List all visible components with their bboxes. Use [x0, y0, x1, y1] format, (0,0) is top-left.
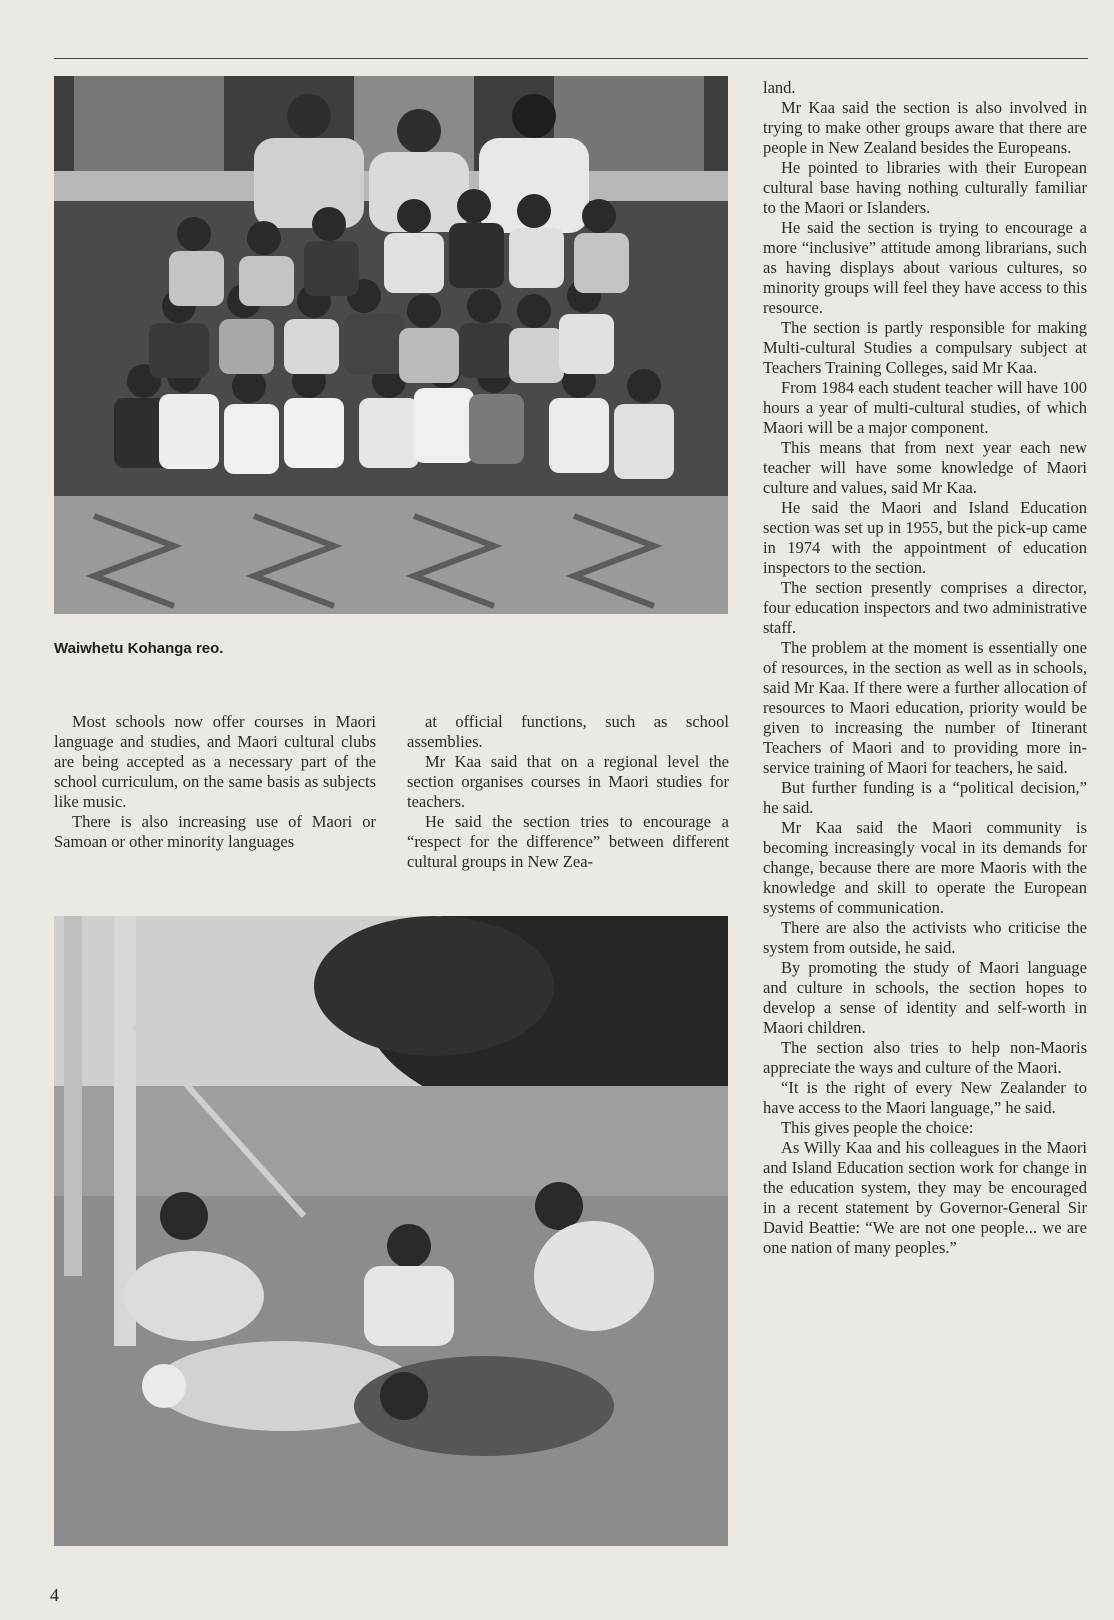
paragraph: He said the Maori and Island Education section was set up in 1955, but the pick-up came in 1974 with the appointment of education inspectors to the section. — [763, 498, 1087, 577]
paragraph: This gives people the choice: — [781, 1118, 974, 1137]
article-column-mid-left — [54, 712, 376, 852]
paragraph: The section also tries to help non-Maoris appreciate the ways and culture of the Maori. — [763, 1038, 1087, 1077]
photo-caption: Waiwhetu Kohanga reo. — [54, 640, 224, 657]
paragraph: From 1984 each student teacher will have 100 hours a year of multi-cultural studies, of which Maori will be a major component. — [763, 378, 1087, 437]
header-rule — [54, 58, 1088, 59]
paragraph: The section is partly responsible for making Multi-cultural Studies a compulsary subject at Teachers Training Colleges, said Mr Kaa. — [763, 318, 1087, 377]
kohanga-reo-group-photo — [54, 76, 728, 614]
article-column-right — [763, 78, 1087, 1258]
paragraph: He pointed to libraries with their European cultural base having nothing culturally familiar to the Maori or Islanders. — [763, 158, 1087, 217]
paragraph: land. — [763, 78, 796, 97]
paragraph: at official functions, such as school assemblies. — [407, 712, 729, 751]
paragraph: The section presently comprises a director, four education inspectors and two administrative staff. — [763, 578, 1087, 637]
children-on-grass-photo — [54, 916, 728, 1546]
paragraph: Mr Kaa said the Maori community is becoming increasingly vocal in its demands for change, because there are more Maoris with the knowledge and skill to operate the European systems of communication. — [763, 818, 1087, 917]
paragraph: This means that from next year each new teacher will have some knowledge of Maori culture and values, said Mr Kaa. — [763, 438, 1087, 497]
paragraph: Most schools now offer courses in Maori language and studies, and Maori cultural clubs are being accepted as a necessary part of the school curriculum, on the same basis as subjects like music. — [54, 712, 376, 811]
paragraph: Mr Kaa said that on a regional level the section organises courses in Maori studies for teachers. — [407, 752, 729, 811]
paragraph: But further funding is a “political decision,” he said. — [763, 778, 1087, 817]
paragraph: Mr Kaa said the section is also involved in trying to make other groups aware that there are people in New Zealand besides the Europeans. — [763, 98, 1087, 157]
paragraph: He said the section tries to encourage a “respect for the difference” between different cultural groups in New Zea- — [407, 812, 729, 871]
paragraph: “It is the right of every New Zealander to have access to the Maori language,” he said. — [763, 1078, 1087, 1117]
paragraph: There are also the activists who criticise the system from outside, he said. — [763, 918, 1087, 957]
paragraph: As Willy Kaa and his colleagues in the Maori and Island Education section work for change in the education system, they may be encouraged in a recent statement by Governor-General Sir David Beattie: “We are not one people... we are one nation of many peoples.” — [763, 1138, 1087, 1257]
paragraph: The problem at the moment is essentially one of resources, in the section as well as in schools, said Mr Kaa. If there were a further allocation of resources to Maori education, priority would be given to increasing the number of Itinerant Teachers of Maori and to providing more in-service training of Maori for teachers, he said. — [763, 638, 1087, 777]
article-column-mid-right — [407, 712, 729, 872]
paragraph: He said the section is trying to encourage a more “inclusive” attitude among librarians, such as having displays about various cultures, so minority groups will feel they have access to this resource. — [763, 218, 1087, 317]
paragraph: There is also increasing use of Maori or Samoan or other minority languages — [54, 812, 376, 851]
page-number: 4 — [50, 1585, 59, 1605]
paragraph: By promoting the study of Maori language and culture in schools, the section hopes to develop a sense of identity and self-worth in Maori children. — [763, 958, 1087, 1037]
